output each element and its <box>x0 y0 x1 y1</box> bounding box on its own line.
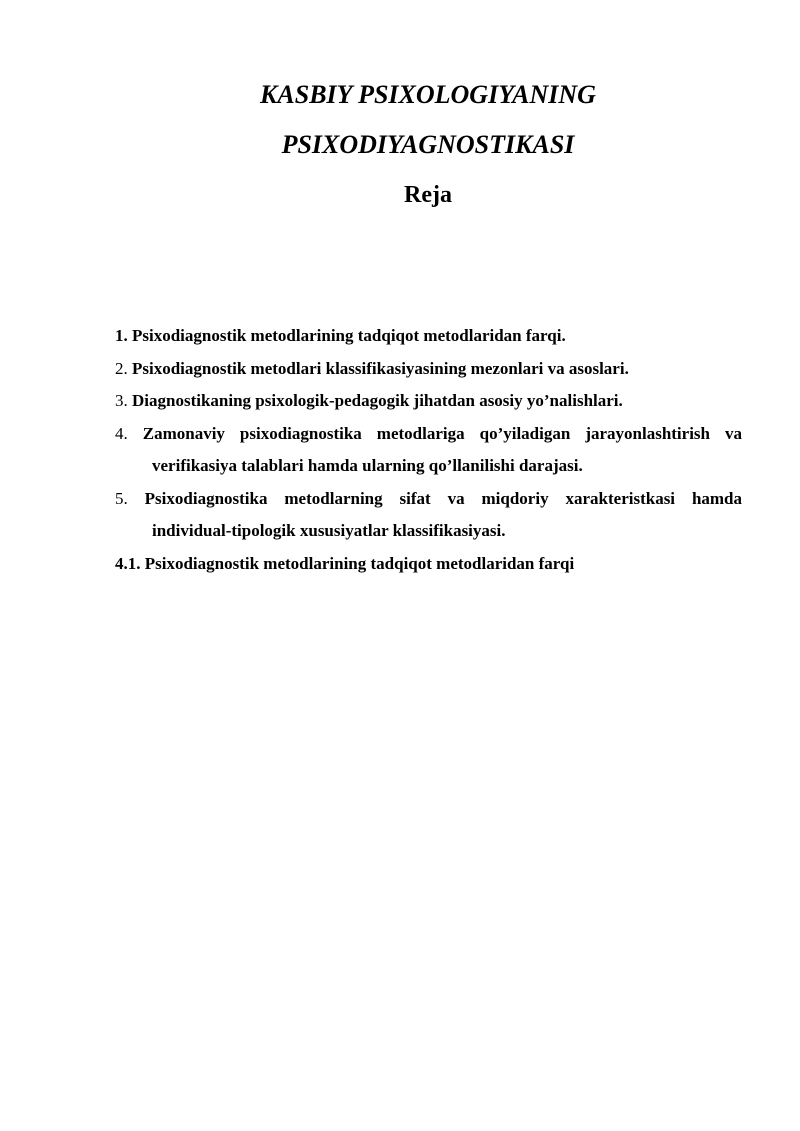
document-title-line-2: PSIXODIYAGNOSTIKASI <box>281 130 575 159</box>
section-heading <box>115 548 742 581</box>
plan-item-5 <box>115 483 742 548</box>
plan-item-number: 2. <box>115 358 128 378</box>
plan-list <box>115 320 742 580</box>
plan-item-text: Psixodiagnostik metodlari klassifikasiyasining mezonlari va asoslari. <box>132 358 629 378</box>
plan-item-1 <box>115 320 742 353</box>
plan-item-text: Psixodiagnostika metodlarning sifat va miqdoriy xarakteristkasi hamda <box>144 488 743 508</box>
plan-item-text: Psixodiagnostik metodlarining tadqiqot metodlaridan farqi. <box>132 326 566 345</box>
plan-item-first-line <box>115 483 743 516</box>
document-title-line-1: KASBIY PSIXOLOGIYANING <box>260 80 596 109</box>
plan-item-number: 5. <box>115 488 128 508</box>
plan-item-number: 4. <box>115 423 128 443</box>
plan-item-text-continued: individual-tipologik xususiyatlar klassifikasiyasi. <box>152 521 506 540</box>
plan-item-4 <box>115 418 742 483</box>
plan-item-2 <box>115 353 742 386</box>
plan-heading: Reja <box>404 182 452 208</box>
plan-item-text: Zamonaviy psixodiagnostika metodlariga qo’yiladigan jarayonlashtirish va <box>142 423 742 443</box>
plan-item-number: 1. <box>115 326 128 345</box>
plan-item-number: 3. <box>115 391 128 410</box>
plan-item-text-continued: verifikasiya talablari hamda ularning qo’llanilishi darajasi. <box>152 456 583 475</box>
section-heading-text: 4.1. Psixodiagnostik metodlarining tadqiqot metodlaridan farqi <box>115 553 575 573</box>
plan-item-3 <box>115 385 742 418</box>
plan-item-first-line <box>115 418 742 451</box>
plan-item-text: Diagnostikaning psixologik-pedagogik jihatdan asosiy yo’nalishlari. <box>132 391 623 410</box>
